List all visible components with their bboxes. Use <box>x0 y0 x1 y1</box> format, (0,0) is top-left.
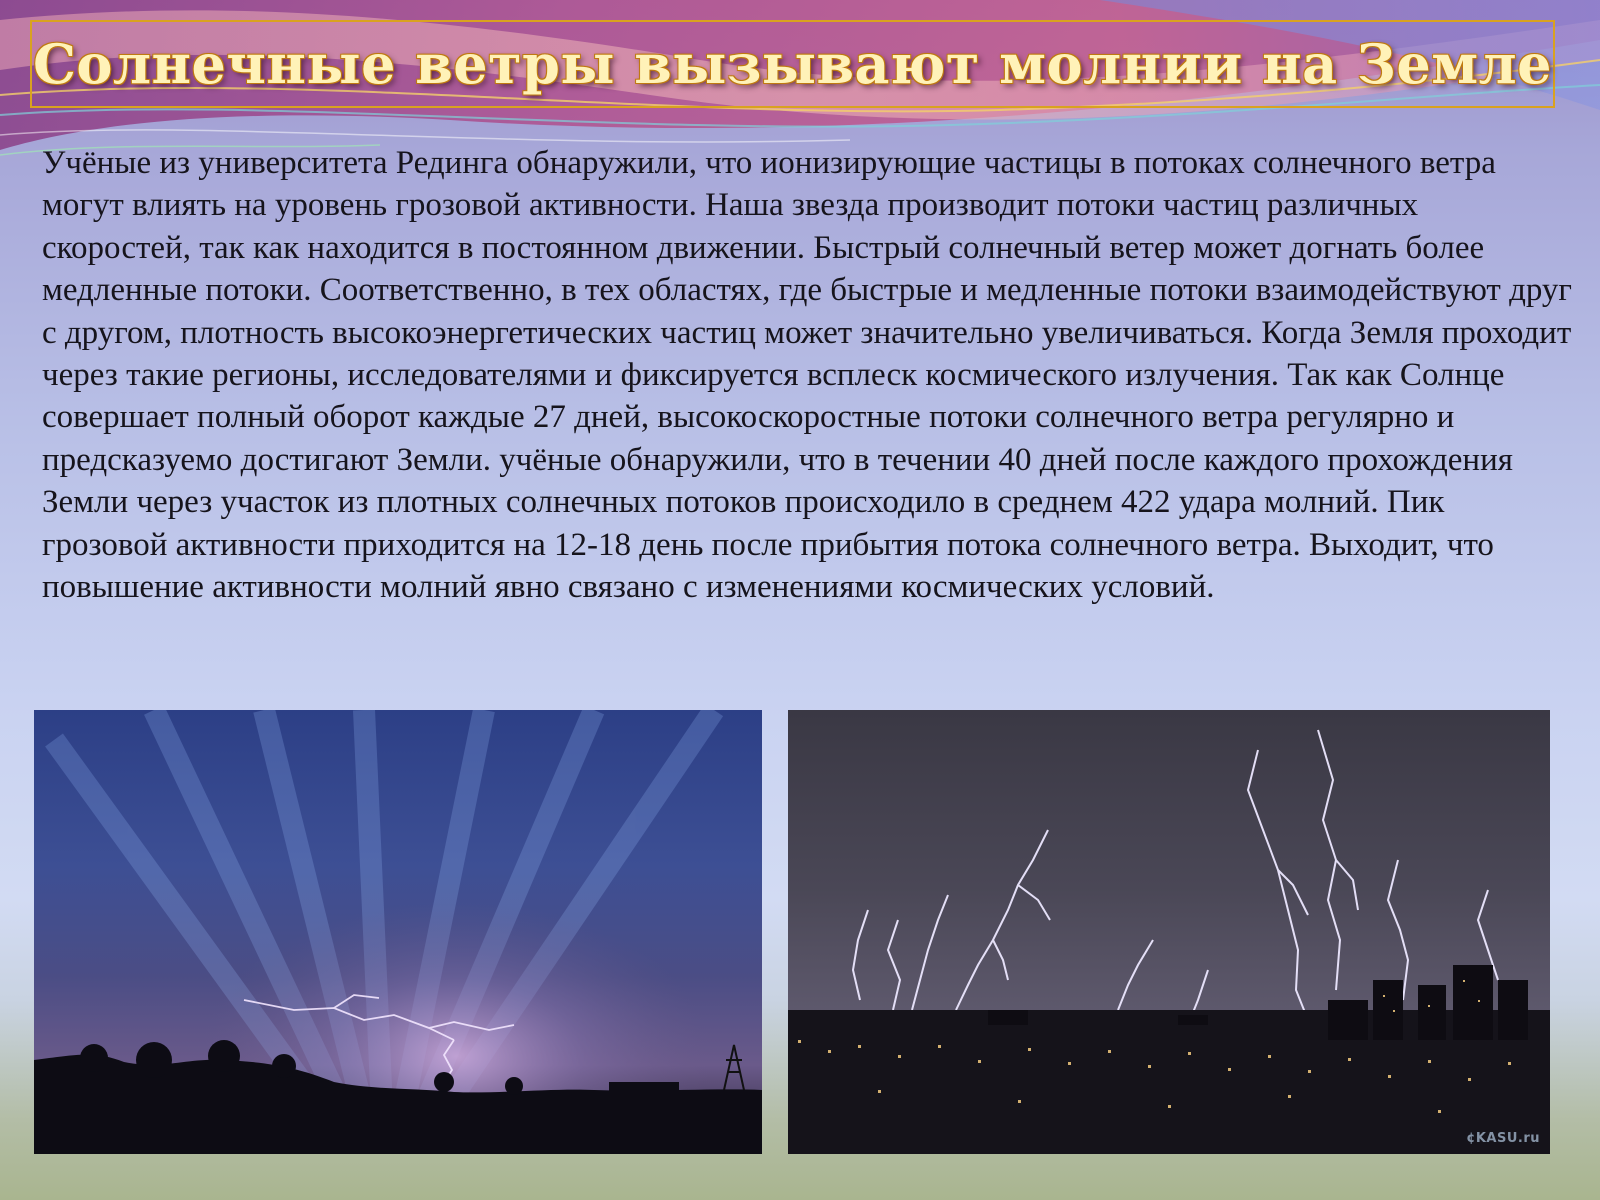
slide-title: Солнечные ветры вызывают молнии на Земле <box>32 32 1553 96</box>
title-frame <box>30 20 1555 108</box>
sky-rays-lightning-photo <box>34 710 762 1154</box>
slide-body-text: Учёные из университета Рединга обнаружили, что ионизирующие частицы в потоках солнечного ветра могут влиять на уровень грозовой активности. Наша звезда производит потоки частиц различных скоростей, так как находится в постоянном движении. Быстрый солнечный ветер может догнать более медленные потоки. Соответственно, в тех областях, где быстрые и медленные потоки взаимодействуют друг с другом, плотность высокоэнергетических частиц может значительно увеличиваться. Когда Земля проходит через такие регионы, исследователями и фиксируется всплеск космического излучения. Так как Солнце совершает полный оборот каждые 27 дней, высокоскоростные потоки солнечного ветра регулярно и предсказуемо достигают Земли. учёные обнаружили, что в течении 40 дней после каждого прохождения Земли через участок из плотных солнечных потоков происходило в среднем 422 удара молний. Пик грозовой активности приходится на 12-18 день после прибытия потока солнечного ветра. Выходит, что повышение активности молний явно связано с изменениями космических условий. <box>42 145 1572 606</box>
photo-watermark: ¢KASU.ru <box>1466 1131 1540 1146</box>
city-lightning-storm-photo <box>788 710 1550 1154</box>
